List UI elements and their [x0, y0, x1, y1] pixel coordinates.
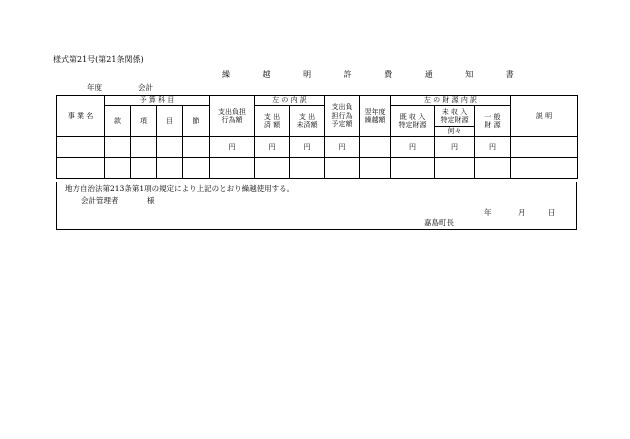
carryover-table	[56, 95, 578, 179]
unpaid-amount-header: 支 出 未済額	[290, 106, 325, 137]
moku-header: 目	[157, 106, 183, 137]
cell-carryover	[360, 137, 391, 158]
cell-received-yen: 円	[391, 137, 435, 158]
cell-paid-yen: 円	[255, 137, 290, 158]
cell-moku	[157, 137, 183, 158]
cell-remarks	[511, 137, 578, 158]
received-specific-funds-header: 既 収 入 特定財源	[391, 106, 435, 137]
account-label: 会計	[138, 83, 153, 92]
date-year-label: 年	[484, 208, 492, 217]
honorific-label: 様	[147, 196, 155, 205]
setsu-header: 節	[183, 106, 210, 137]
cell-unreceived-yen: 円	[435, 137, 475, 158]
cell-commitment-yen: 円	[210, 137, 255, 158]
expenditure-commitment-header: 支出負担 行為額	[210, 96, 255, 137]
accounting-manager-label: 会計管理者	[81, 196, 119, 205]
other-funds-subheader: 何々	[435, 127, 475, 137]
date-day-label: 日	[548, 208, 556, 217]
document-title: 繰 越 明 許 費 通 知 書	[222, 70, 529, 79]
planned-commitment-header: 支出負 担行為 予定額	[325, 96, 360, 137]
cell-planned-yen: 円	[325, 137, 360, 158]
fiscal-year-label: 年度	[87, 83, 102, 92]
kou-header: 項	[131, 106, 157, 137]
table-row	[57, 137, 578, 158]
next-year-carryover-header: 翌年度 繰越額	[360, 96, 391, 137]
form-number: 様式第21号(第21条関係)	[53, 55, 144, 64]
general-funds-header: 一 般 財 源	[475, 106, 511, 137]
project-name-header: 事 業 名	[57, 96, 105, 137]
table-row	[57, 158, 578, 179]
cell-general-yen: 円	[475, 137, 511, 158]
date-month-label: 月	[518, 208, 526, 217]
budget-item-header: 予 算 科 目	[105, 96, 210, 106]
remarks-header: 説 明	[511, 96, 578, 137]
legal-basis-text: 地方自治法第213条第1項の規定により上記のとおり繰越使用する。	[65, 184, 295, 193]
cell-setsu	[183, 137, 210, 158]
cell-project	[57, 137, 105, 158]
cell-unpaid-yen: 円	[290, 137, 325, 158]
cell-kan	[105, 137, 131, 158]
kan-header: 款	[105, 106, 131, 137]
funding-breakdown-header: 左 の 財 源 内 訳	[391, 96, 511, 106]
cell-kou	[131, 137, 157, 158]
breakdown-header: 左 の 内 訳	[255, 96, 325, 106]
paid-amount-header: 支 出 済 額	[255, 106, 290, 137]
unreceived-specific-funds-header: 未 収 入 特定財源	[435, 106, 475, 127]
mayor-signature-label: 嘉島町長	[424, 218, 454, 227]
